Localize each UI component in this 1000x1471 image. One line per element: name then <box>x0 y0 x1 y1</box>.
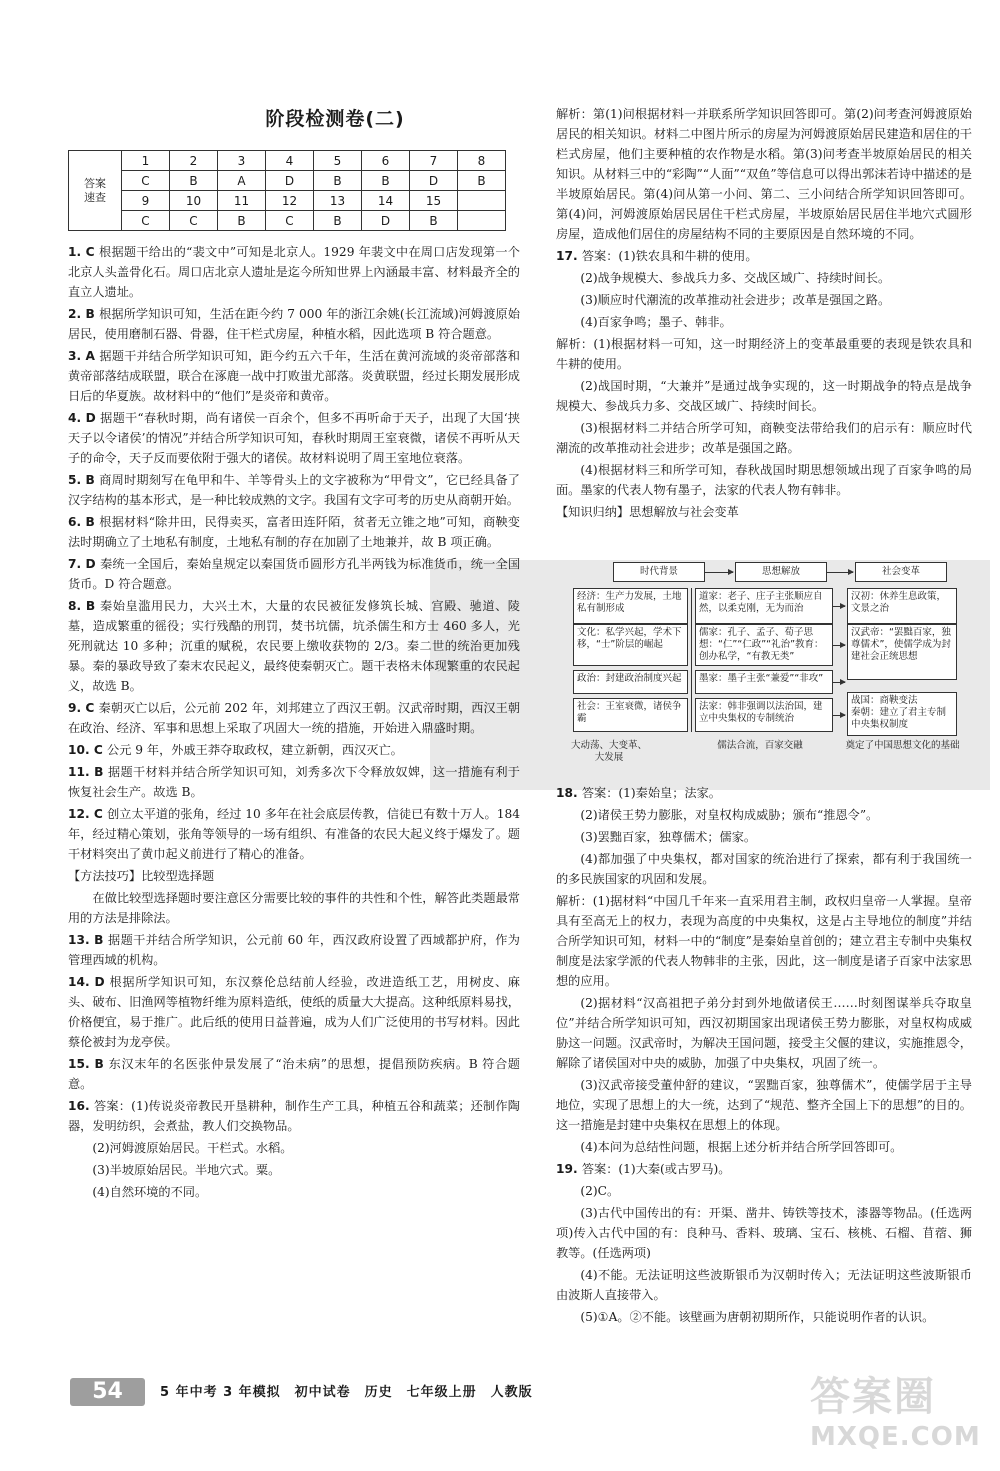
paragraph-text: (2)战争规模大、参战兵力多、交战区域广、持续时间长。 <box>580 271 891 285</box>
diagram-thought-box: 道家：老子、庄子主张顺应自然，以柔克刚，无为而治 <box>695 588 833 624</box>
answer-paragraph <box>556 1137 972 1157</box>
diagram-bracket <box>691 588 692 732</box>
answer-paragraph <box>556 290 972 310</box>
paragraph-text: 东汉末年的名医张仲景发展了“治未病”的思想，提倡预防疾病。B 符合题意。 <box>68 1057 520 1091</box>
answer-cell: C <box>122 211 170 231</box>
diagram-background-box: 社会：王室衰微，诸侯争霸 <box>573 698 688 732</box>
question-number: 12. C <box>68 807 108 821</box>
answer-paragraph <box>68 888 520 928</box>
diagram-arrow <box>833 606 845 607</box>
paragraph-text: 据题干并结合所学知识可知，距今约五六千年，生活在黄河流域的炎帝部落和黄帝部落结成联盟，联合在涿鹿一战中打败蚩尤部落。炎黄联盟，经过长期发展形成日后的华夏族。故材料中的“他们”是炎帝和黄帝。 <box>68 349 520 403</box>
answer-paragraph <box>556 1075 972 1135</box>
answer-paragraph <box>556 460 972 500</box>
paragraph-text: (3)根据材料二并结合所学可知，商鞅变法带给我们的启示有：顺应时代潮流的改革推动社会进步；改革是强国之路。 <box>556 421 972 455</box>
paragraph-text: 【知识归纳】思想解放与社会变革 <box>556 505 739 519</box>
section-tag <box>556 502 972 522</box>
answer-paragraph <box>556 418 972 458</box>
answer-paragraph <box>556 805 972 825</box>
paragraph-text: 【方法技巧】比较型选择题 <box>68 869 215 883</box>
question-number: 15. B <box>68 1057 109 1071</box>
answer-cell <box>458 211 506 231</box>
answer-cell: C <box>170 211 218 231</box>
answer-paragraph <box>68 1160 520 1180</box>
paragraph-text: 据题干材料并结合所学知识可知，刘秀多次下令释放奴婢，这一措施有利于恢复社会生产。故选 B。 <box>68 765 520 799</box>
paragraph-text: (4)自然环境的不同。 <box>92 1185 208 1199</box>
answer-paragraph <box>556 334 972 374</box>
diagram-header: 思想解放 <box>735 562 827 582</box>
question-number: 4. D <box>68 411 101 425</box>
answer-paragraph <box>68 972 520 1052</box>
answer-paragraph <box>68 554 520 594</box>
diagram-change-box: 汉武帝：“罢黜百家，独尊儒术”，使儒学成为封建社会正统思想 <box>847 624 957 680</box>
paragraph-text: (2)河姆渡原始居民。干栏式。水稻。 <box>92 1141 293 1155</box>
paragraph-text: (4)都加强了中央集权，都对国家的统治进行了探索，都有利于我国统一的多民族国家的巩固和发展。 <box>556 852 972 886</box>
diagram-background-box: 经济：生产力发展，土地私有制形成 <box>573 588 688 624</box>
question-number-cell: 15 <box>410 191 458 211</box>
question-number-cell: 9 <box>122 191 170 211</box>
answer-cell: D <box>410 171 458 191</box>
paragraph-text: (2)诸侯王势力膨胀，对皇权构成威胁；颁布“推恩令”。 <box>580 808 879 822</box>
paragraph-text: 解析：(1)据材料“中国几千年来一直采用君主制，政权归皇帝一人掌握。皇帝具有至高无上的权力，表现为高度的中央集权，这是占主导地位的制度”并结合所学知识可知，材料一中的“制度”是秦始皇首创的；建立君主专制中央集权制度是法家学派的代表人物韩非的主张，因此，这一制度是诸子百家中法家思想的应用。 <box>556 894 972 988</box>
page-title: 阶段检测卷(二) <box>265 108 405 130</box>
answer-paragraph <box>556 246 972 266</box>
question-number-cell: 5 <box>314 151 362 171</box>
paragraph-text: 答案：(1)传说炎帝教民开垦耕种，制作生产工具，种植五谷和蔬菜；还制作陶器，发明纺织，会煮盐，教人们交换物品。 <box>68 1099 520 1133</box>
diagram-arrow <box>705 572 733 573</box>
question-number: 10. C <box>68 743 108 757</box>
answer-paragraph <box>68 762 520 802</box>
page-number: 54 <box>70 1378 145 1406</box>
question-number: 5. B <box>68 473 100 487</box>
diagram-arrow <box>827 572 853 573</box>
diagram-thought-box: 儒家：孔子、孟子、荀子思想：“仁”“仁政”“礼治”教育：创办私学，“有教无类” <box>695 624 833 666</box>
question-number: 1. C <box>68 245 100 259</box>
paragraph-text: (2)据材料“汉高祖把子弟分封到外地做诸侯王……时刻图谋举兵夺取皇位”并结合所学知识可知，西汉初期国家出现诸侯王势力膨胀，对皇权构成威胁这一问题。汉武帝时，为解决王国问题，接受主父偃的建议，实施推恩令，解除了诸侯国对中央的威胁，加强了中央集权，巩固了统一。 <box>556 996 972 1070</box>
question-number: 2. B <box>68 307 100 321</box>
watermark-line1: 答案圈 <box>810 1374 936 1420</box>
question-number-cell: 2 <box>170 151 218 171</box>
diagram-change-box: 战国：商鞅变法 秦朝：建立了君主专制中央集权制度 <box>847 692 957 736</box>
paragraph-text: 答案：(1)大秦(或古罗马)。 <box>581 1162 731 1176</box>
question-number: 17. <box>556 249 582 263</box>
knowledge-diagram <box>565 562 970 777</box>
paragraph-text: (4)本问为总结性问题，根据上述分析并结合所学回答即可。 <box>580 1140 903 1154</box>
paragraph-text: (3)古代中国传出的有：开渠、凿井、铸铁等技术，漆器等物品。(任选两项)传入古代中国的有：良种马、香料、玻璃、宝石、核桃、石榴、苜蓿、狮教等。(任选两项) <box>556 1206 972 1260</box>
question-number-cell: 6 <box>362 151 410 171</box>
paragraph-text: 根据材料“除井田，民得卖买，富者田连阡陌，贫者无立锥之地”可知，商鞅变法时期确立了土地私有制度，土地私有制的存在加剧了土地兼并，故 B 项正确。 <box>68 515 520 549</box>
diagram-background-box: 政治：封建政治制度兴起 <box>573 670 688 694</box>
answer-paragraph <box>556 312 972 332</box>
question-number-cell: 10 <box>170 191 218 211</box>
page-footer <box>70 1378 550 1406</box>
paragraph-text: 秦朝灭亡以后，公元前 202 年，刘邦建立了西汉王朝。汉武帝时期，西汉王朝在政治、经济、军事和思想上采取了巩固大一统的措施，开始进入鼎盛时期。 <box>68 701 521 735</box>
question-number-cell: 14 <box>362 191 410 211</box>
answer-paragraph <box>68 242 520 302</box>
question-number-cell: 7 <box>410 151 458 171</box>
footer-text: 5 年中考 3 年模拟 初中试卷 历史 七年级上册 人教版 <box>160 1385 533 1400</box>
answer-paragraph <box>68 1096 520 1136</box>
diagram-footnote: 大动荡、大变革、大发展 <box>570 740 647 763</box>
answer-paragraph <box>556 891 972 991</box>
paragraph-text: (2)战国时期，“大兼并”是通过战争实现的，这一时期战争的特点是战争规模大、参战兵力多、交战区域广、持续时间长。 <box>556 379 972 413</box>
answer-cell: B <box>314 171 362 191</box>
answer-paragraph <box>68 740 520 760</box>
answer-paragraph <box>68 304 520 344</box>
answer-paragraph <box>556 783 972 803</box>
diagram-arrow <box>833 645 845 646</box>
question-number: 16. <box>68 1099 95 1113</box>
diagram-footnote: 儒法合流，百家交融 <box>717 740 803 751</box>
paragraph-text: 根据所学知识可知，东汉蔡伦总结前人经验，改进造纸工艺，用树皮、麻头、破布、旧渔网等植物纤维为原料造纸，使纸的质量大大提高。这种纸原料易找，价格便宜，易于推广。此后纸的使用日益普遍，成为人们广泛使用的书写材料。因此蔡伦被封为龙亭侯。 <box>68 975 520 1049</box>
answer-cell: B <box>362 171 410 191</box>
diagram-thought-box: 法家：韩非强调以法治国，建立中央集权的专制统治 <box>695 698 833 732</box>
question-number: 6. B <box>68 515 100 529</box>
paragraph-text: 在做比较型选择题时要注意区分需要比较的事件的共性和个性，解答此类题最常用的方法是排除法。 <box>68 891 520 925</box>
question-number: 8. B <box>68 599 100 613</box>
answer-paragraph <box>556 1203 972 1263</box>
diagram-footnote: 奠定了中国思想文化的基础 <box>845 740 960 751</box>
paragraph-text: 商周时期刻写在龟甲和牛、羊等骨头上的文字被称为“甲骨文”，它已经具备了汉字结构的基本形式，是一种比较成熟的文字。我国有文字可考的历史从商朝开始。 <box>68 473 520 507</box>
answer-cell: B <box>314 211 362 231</box>
answer-paragraph <box>68 512 520 552</box>
answer-paragraph <box>556 1307 972 1327</box>
paragraph-text: (4)根据材料三和所学可知，春秋战国时期思想领域出现了百家争鸣的局面。墨家的代表人物有墨子，法家的代表人物有韩非。 <box>556 463 972 497</box>
diagram-arrow <box>833 682 845 683</box>
diagram-header: 社会变革 <box>855 562 947 582</box>
diagram-change-box: 汉初：休养生息政策，文景之治 <box>847 588 957 624</box>
paragraph-text: 秦始皇滥用民力，大兴土木，大量的农民被征发修筑长城、宫殿、驰道、陵墓，造成繁重的徭役；实行残酷的刑罚，焚书坑儒，坑杀儒生和方士 460 多人，光死刑就达 10 多种；沉重的赋税，农民要上缴收获物的 2/3。秦二世的统治更加残暴。秦的暴政导致了秦末农民起义，最终使秦朝灭亡。题干表格未体现繁重的农民起义，故选 B。 <box>68 599 520 693</box>
paragraph-text: 答案：(1)秦始皇；法家。 <box>581 786 721 800</box>
answer-paragraph <box>68 470 520 510</box>
paragraph-text: 根据题干给出的“裴文中”可知是北京人。1929 年裴文中在周口店发现第一个北京人头盖骨化石。周口店北京人遗址是迄今所知世界上內涵最丰富、材料最齐全的直立人遗址。 <box>68 245 520 299</box>
answer-cell: B <box>458 171 506 191</box>
answer-paragraph <box>556 1159 972 1179</box>
question-number-cell: 4 <box>266 151 314 171</box>
answer-paragraph <box>68 930 520 970</box>
question-number: 13. B <box>68 933 109 947</box>
paragraph-text: (4)百家争鸣；墨子、韩非。 <box>580 315 732 329</box>
answer-cell: D <box>362 211 410 231</box>
paragraph-text: (4)不能。无法证明这些波斯银币为汉朝时传入；无法证明这些波斯银币由波斯人直接带入。 <box>556 1268 972 1302</box>
answer-paragraph <box>556 376 972 416</box>
paragraph-text: (2)C。 <box>580 1184 620 1198</box>
question-number-cell: 13 <box>314 191 362 211</box>
paragraph-text: 根据所学知识可知，生活在距今约 7 000 年的浙江余姚(长江流域)河姆渡原始居民，使用磨制石器、骨器，住干栏式房屋，种植水稻，因此选项 B 符合题意。 <box>68 307 520 341</box>
paragraph-text: 公元 9 年，外戚王莽夺取政权，建立新朝，西汉灭亡。 <box>107 743 403 757</box>
paragraph-text: 据题干并结合所学知识，公元前 60 年，西汉政府设置了西域都护府，作为管理西域的机构。 <box>68 933 520 967</box>
question-number: 14. D <box>68 975 110 989</box>
answer-paragraph <box>68 698 520 738</box>
answer-cell: C <box>266 211 314 231</box>
answer-paragraph <box>68 408 520 468</box>
paragraph-text: (5)①A。②不能。该壁画为唐朝初期所作，只能说明作者的认识。 <box>580 1310 935 1324</box>
answer-paragraph <box>556 268 972 288</box>
answer-paragraph <box>68 1054 520 1094</box>
answer-cell: D <box>266 171 314 191</box>
paragraph-text: 解析：第(1)问根据材料一并联系所学知识回答即可。第(2)问考查河姆渡原始居民的相关知识。材料二中图片所示的房屋为河姆渡原始居民建造和居住的干栏式房屋，他们主要种植的农作物是水稻。第(3)问考查半坡原始居民的相关知识。从材料三中的“彩陶”“人面”“双鱼”等信息可以得出郭沫若诗中描述的是半坡原始居民。第(4)问从第一小问、第二、三小问结合所学知识回答即可。第(4)问，河姆渡原始居民居住干栏式房屋，半坡原始居民居住半地穴式圆形房屋，造成他们居住的房屋结构不同的主要原因是自然环境的不同。 <box>556 107 972 241</box>
paragraph-text: 秦统一全国后，秦始皇规定以秦国货币圆形方孔半两钱为标准货币，统一全国货币。D 符合题意。 <box>68 557 521 591</box>
answer-paragraph <box>68 346 520 406</box>
answer-table <box>68 150 506 231</box>
answer-paragraph <box>68 804 520 864</box>
answer-cell: A <box>218 171 266 191</box>
answer-table-label: 答案 速查 <box>69 151 122 231</box>
watermark-line2: MXQE.COM <box>810 1422 981 1452</box>
question-number: 18. <box>556 786 582 800</box>
paragraph-text: (3)罢黜百家，独尊儒术；儒家。 <box>580 830 757 844</box>
answer-paragraph <box>556 849 972 889</box>
question-number-cell: 1 <box>122 151 170 171</box>
answer-paragraph <box>556 827 972 847</box>
section-tag <box>68 866 520 886</box>
paragraph-text: (3)汉武帝接受董仲舒的建议，“罢黜百家，独尊儒术”，使儒学居于主导地位，实现了思想上的大一统，达到了“规范、整齐全国上下的思想”的目的。这一措施是封建中央集权在思想上的体现。 <box>556 1078 972 1132</box>
question-number: 3. A <box>68 349 100 363</box>
answer-paragraph <box>68 1138 520 1158</box>
watermark <box>810 1365 990 1465</box>
answer-paragraph <box>68 1182 520 1202</box>
paragraph-text: 答案：(1)铁农具和牛耕的使用。 <box>581 249 758 263</box>
question-number-cell: 8 <box>458 151 506 171</box>
question-number-cell: 12 <box>266 191 314 211</box>
question-number: 19. <box>556 1162 582 1176</box>
question-number: 9. C <box>68 701 99 715</box>
paragraph-text: 解析：(1)根据材料一可知，这一时期经济上的变革最重要的表现是铁农具和牛耕的使用。 <box>556 337 972 371</box>
paragraph-text: 创立太平道的张角，经过 10 多年在社会底层传教，信徒已有数十万人。184 年，经过精心策划，张角等领导的一场有组织、有准备的农民大起义终于爆发了。题干材料突出了黄巾起义前进行了精心的准备。 <box>68 807 520 861</box>
question-number-cell: 3 <box>218 151 266 171</box>
answer-paragraph <box>556 1181 972 1201</box>
question-number-cell: 11 <box>218 191 266 211</box>
answer-paragraph <box>556 993 972 1073</box>
answer-paragraph <box>556 104 972 244</box>
answer-cell: C <box>122 171 170 191</box>
paragraph-text: (3)顺应时代潮流的改革推动社会进步；改革是强国之路。 <box>580 293 891 307</box>
paragraph-text: 据题干“春秋时期，尚有诸侯一百余个，但多不再听命于天子，出现了大国‘挟天子以令诸侯’的情况”并结合所学知识可知，春秋时期周王室衰微，诸侯不再听从天子的命令，天子反而要依附于强大的诸侯。故材料说明了周王室地位衰落。 <box>68 411 520 465</box>
answer-cell: B <box>218 211 266 231</box>
diagram-arrow <box>833 715 845 716</box>
diagram-thought-box: 墨家：墨子主张“兼爱”“非攻” <box>695 670 833 694</box>
diagram-header: 时代背景 <box>613 562 705 582</box>
answer-paragraph <box>68 596 520 696</box>
diagram-background-box: 文化：私学兴起，学术下移，“士”阶层的崛起 <box>573 624 688 666</box>
question-number: 11. B <box>68 765 108 779</box>
paragraph-text: (3)半坡原始居民。半地穴式。粟。 <box>92 1163 281 1177</box>
question-number: 7. D <box>68 557 101 571</box>
answer-paragraph <box>556 1265 972 1305</box>
question-number-cell <box>458 191 506 211</box>
answer-cell: B <box>170 171 218 191</box>
answer-cell: B <box>410 211 458 231</box>
